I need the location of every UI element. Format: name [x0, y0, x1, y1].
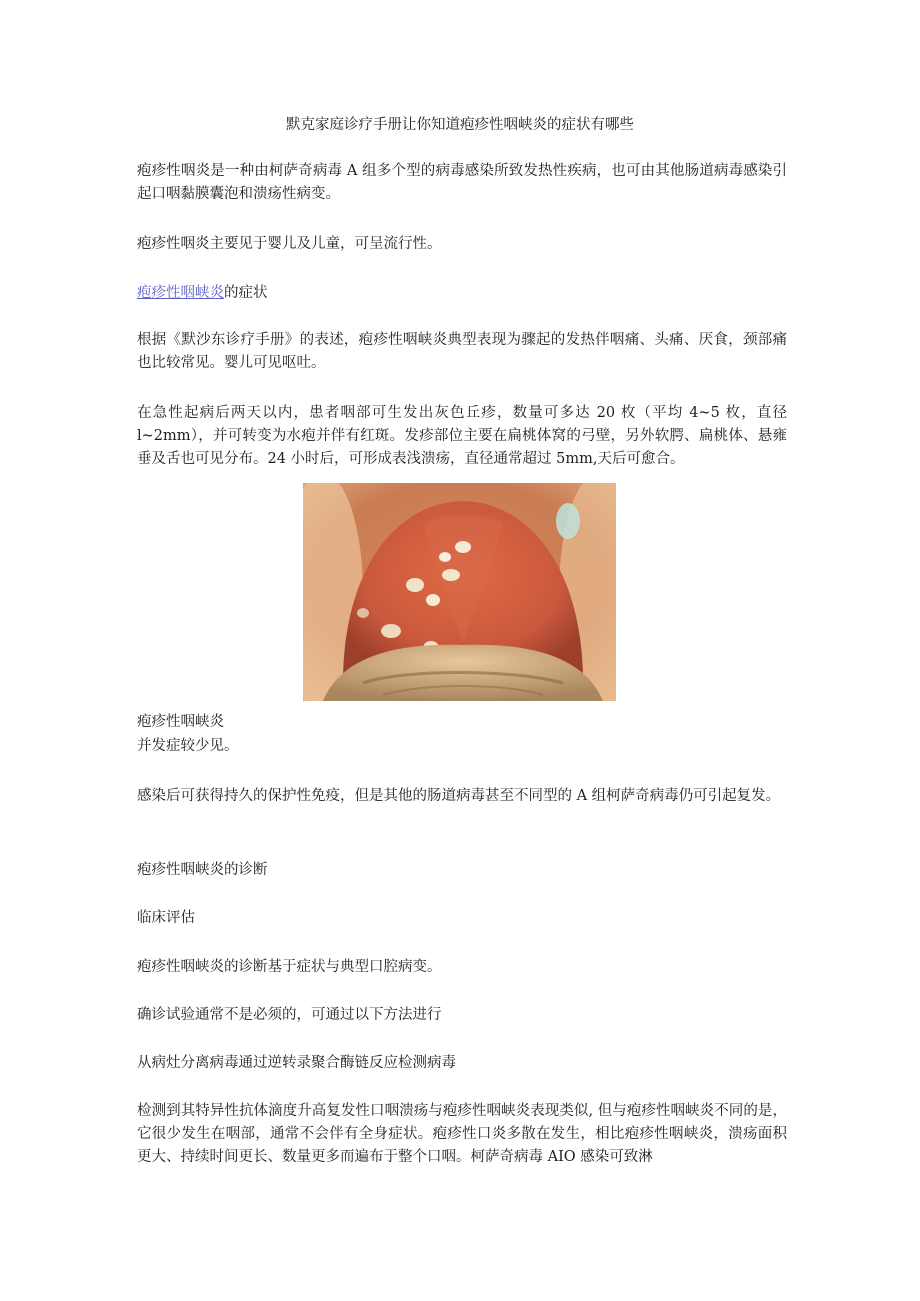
paragraph-typical-symptoms: 根据《默沙东诊疗手册》的表述，疱疹性咽峡炎典型表现为骤起的发热伴咽痛、头痛、厌食，颈部痛也比较常见。婴儿可见呕吐。 — [137, 332, 787, 371]
section-heading-diagnosis: 疱疹性咽峡炎的诊断 — [137, 862, 268, 878]
herpangina-link[interactable]: 疱疹性咽峡炎 — [137, 285, 224, 301]
throat-lesion-photo — [303, 483, 616, 701]
paragraph-confirmatory-tests: 确诊试验通常不是必须的，可通过以下方法进行 — [137, 1007, 442, 1023]
paragraph-virus-isolation: 从病灶分离病毒通过逆转录聚合酶链反应检测病毒 — [137, 1055, 456, 1071]
paragraph-diagnosis-basis: 疱疹性咽峡炎的诊断基于症状与典型口腔病变。 — [137, 959, 442, 975]
section-heading-symptoms — [137, 282, 787, 305]
paragraph-differential: 检测到其特异性抗体滴度升高复发性口咽溃疡与疱疹性咽峡炎表现类似, 但与疱疹性咽峡炎不同的是，它很少发生在咽部，通常不会伴有全身症状。疱疹性口炎多散在发生，相比疱疹性咽峡炎，溃疡面积更大、持续时间更长、数量更多而遍布于整个口咽。柯萨奇病毒 AIO 感染可致淋 — [137, 1103, 787, 1165]
image-caption: 疱疹性咽峡炎 — [137, 714, 224, 730]
symptoms-heading-text: 的症状 — [224, 285, 268, 301]
paragraph-immunity: 感染后可获得持久的保护性免疫，但是其他的肠道病毒甚至不同型的 A 组柯萨奇病毒仍可引起复发。 — [137, 788, 781, 804]
document-title: 默克家庭诊疗手册让你知道疱疹性咽峡炎的症状有哪些 — [286, 117, 634, 133]
paragraph-lesions: 在急性起病后两天以内，患者咽部可生发出灰色丘疹，数量可多达 20 枚（平均 4~5 枚，直径 l~2mm），并可转变为水疱并伴有红斑。发疹部位主要在扁桃体窝的弓壁，另外软腭、扁桃体、悬雍垂及舌也可见分布。24 小时后，可形成表浅溃疡，直径通常超过 5mm,天后可愈合。 — [137, 405, 787, 467]
subheading-clinical-evaluation: 临床评估 — [137, 910, 195, 926]
paragraph-population: 疱疹性咽炎主要见于婴儿及儿童，可呈流行性。 — [137, 236, 442, 252]
paragraph-definition: 疱疹性咽炎是一种由柯萨奇病毒 A 组多个型的病毒感染所致发热性疾病，也可由其他肠道病毒感染引起口咽黏膜囊泡和溃疡性病变。 — [137, 163, 787, 202]
paragraph-complications: 并发症较少见。 — [137, 738, 239, 754]
